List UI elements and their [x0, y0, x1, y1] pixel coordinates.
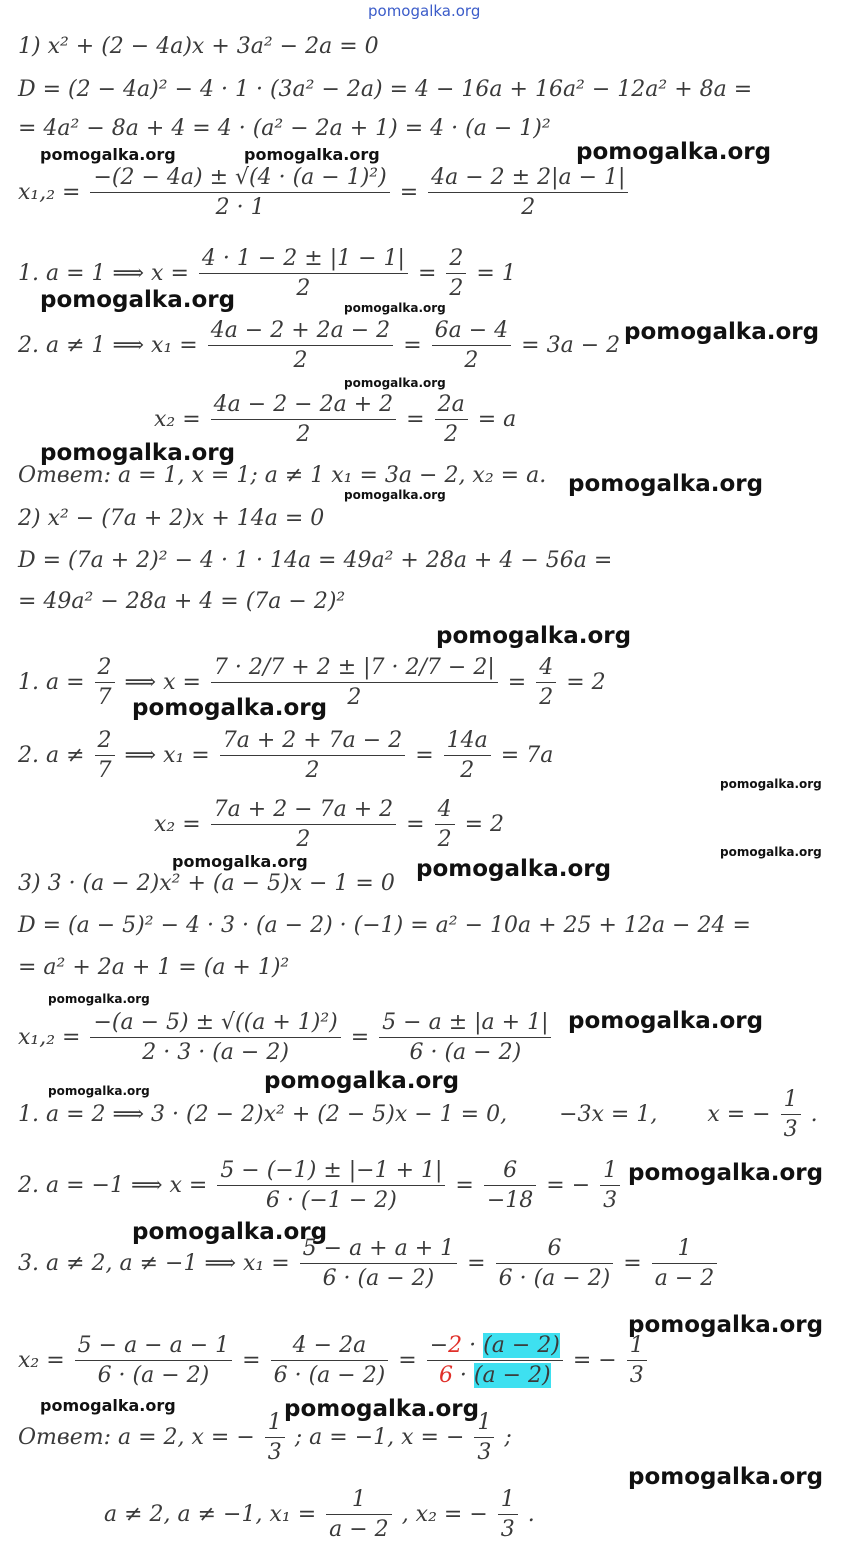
- p2-case-2: 2. a ≠ $\frac{2}{7}$ ⟹ x₁ = $\frac{7a + 2 + 7a - 2}{2}$ = $\frac{14a}{2}$ = 7a: [18, 728, 554, 784]
- watermark: pomogalka.org: [416, 856, 612, 882]
- watermark: pomogalka.org: [264, 1068, 460, 1094]
- watermark: pomogalka.org: [628, 1464, 824, 1490]
- highlighted-factor-top: (a − 2): [483, 1333, 560, 1358]
- watermark: pomogalka.org: [344, 376, 446, 390]
- watermark: pomogalka.org: [720, 777, 822, 791]
- p2-case-2-x2: x₂ = $\frac{7a + 2 - 7a + 2}{2}$ = $\frac{4}{2}$ = 2: [154, 797, 505, 853]
- p2-case-1: 1. a = $\frac{2}{7}$ ⟹ x = $\frac{7 \cdot 2/7 + 2 \pm |7 \cdot 2/7 - 2|}{2}$ = $\frac{4}{2}$ = 2: [18, 655, 606, 711]
- p1-discriminant: D = (2 − 4a)² − 4 · 1 · (3a² − 2a) = 4 − 16a + 16a² − 12a² + 8a =: [18, 77, 753, 102]
- watermark: pomogalka.org: [628, 1312, 824, 1338]
- red-factor-6: 6: [438, 1363, 453, 1389]
- watermark: pomogalka.org: [172, 852, 308, 871]
- watermark: pomogalka.org: [568, 1008, 764, 1034]
- p3-answer-line-2: a ≠ 2, a ≠ −1, x₁ = $\frac{1}{a - 2}$ , x₂ = − $\frac{1}{3}$ .: [104, 1487, 535, 1543]
- p3-roots-formula: x₁,₂ = $\frac{\text{−(a − 5) ± √((a + 1)²)}}{2 \cdot 3 \cdot (a - 2)}$ = $\frac{5 - a \pm |a + 1|}{6 \cdot (a - 2)}$: [18, 1010, 554, 1066]
- p3-discriminant: D = (a − 5)² − 4 · 3 · (a − 2) · (−1) = a² − 10a + 25 + 12a − 24 =: [18, 913, 751, 938]
- watermark: pomogalka.org: [48, 992, 150, 1006]
- watermark: pomogalka.org: [344, 488, 446, 502]
- p3-equation: 3) 3 · (a − 2)x² + (a − 5)x − 1 = 0: [18, 871, 395, 896]
- watermark: pomogalka.org: [436, 623, 632, 649]
- p3-cancelled-fraction: $\frac{-2 \cdot (a - 2)}{6 \cdot (a - 2)}$: [427, 1333, 563, 1389]
- p3-answer-line-1: Ответ: a = 2, x = − $\frac{1}{3}$ ; a = −1, x = − $\frac{1}{3}$ ;: [18, 1410, 512, 1466]
- watermark: pomogalka.org: [628, 1160, 824, 1186]
- p1-case-2: 2. a ≠ 1 ⟹ x₁ = $\frac{4a - 2 + 2a - 2}{2}$ = $\frac{6a - 4}{2}$ = 3a − 2: [18, 318, 621, 374]
- p3-discriminant-simplified: = a² + 2a + 1 = (a + 1)²: [18, 955, 290, 980]
- p2-discriminant: D = (7a + 2)² − 4 · 1 · 14a = 49a² + 28a + 4 − 56a =: [18, 548, 613, 573]
- p1-roots-formula: x₁,₂ = $\frac{\text{−(2 − 4a) ± √(4 · (a − 1)²)}}{2 \cdot 1}$ = $\frac{4a - 2 \pm 2|a - 1|}{2}$: [18, 165, 631, 221]
- p3-case-3-x2: x₂ = $\frac{5 - a - a - 1}{6 \cdot (a - 2)}$ = $\frac{4 - 2a}{6 \cdot (a - 2)}$ = $\frac{-2 \cdot (a - 2)}{6 \cdot (a - 2)}$ = − $\frac{1}{3}$: [18, 1333, 650, 1389]
- watermark: pomogalka.org: [720, 845, 822, 859]
- watermark: pomogalka.org: [568, 471, 764, 497]
- watermark: pomogalka.org: [40, 145, 176, 164]
- p1-case-2-x2: x₂ = $\frac{4a - 2 - 2a + 2}{2}$ = $\frac{2a}{2}$ = a: [154, 392, 517, 448]
- p3-case-2: 2. a = −1 ⟹ x = $\frac{5 - (-1) \pm |-1 + 1|}{6 \cdot (-1 - 2)}$ = $\frac{6}{-18}$ = − $\frac{1}{3}$: [18, 1158, 623, 1214]
- p1-equation: 1) x² + (2 − 4a)x + 3a² − 2a = 0: [18, 34, 379, 59]
- p2-discriminant-simplified: = 49a² − 28a + 4 = (7a − 2)²: [18, 589, 346, 614]
- watermark: pomogalka.org: [48, 1084, 150, 1098]
- p1-discriminant-simplified: = 4a² − 8a + 4 = 4 · (a² − 2a + 1) = 4 · (a − 1)²: [18, 116, 551, 141]
- watermark: pomogalka.org: [40, 440, 236, 466]
- p1-roots-fraction: $\frac{\text{−(2 − 4a) ± √(4 · (a − 1)²)}}{2 \cdot 1}$: [90, 165, 389, 221]
- watermark: pomogalka.org: [284, 1396, 480, 1422]
- p1-x12-label: x₁,₂ =: [18, 179, 81, 205]
- watermark-top: pomogalka.org: [368, 2, 481, 20]
- p2-equation: 2) x² − (7a + 2)x + 14a = 0: [18, 506, 325, 531]
- p1-roots-simplified: $\frac{4a - 2 \pm 2|a - 1|}{2}$: [428, 165, 628, 221]
- red-factor-2: 2: [448, 1333, 463, 1358]
- p1-answer: Ответ: a = 1, x = 1; a ≠ 1 x₁ = 3a − 2, x₂ = a.: [18, 463, 547, 488]
- watermark: pomogalka.org: [40, 1396, 176, 1415]
- watermark: pomogalka.org: [344, 301, 446, 315]
- watermark: pomogalka.org: [132, 695, 328, 721]
- watermark: pomogalka.org: [132, 1219, 328, 1245]
- watermark: pomogalka.org: [624, 319, 820, 345]
- watermark: pomogalka.org: [244, 145, 380, 164]
- watermark: pomogalka.org: [576, 139, 772, 165]
- watermark: pomogalka.org: [40, 287, 236, 313]
- highlighted-factor-bottom: (a − 2): [473, 1363, 551, 1389]
- p3-case-3: 3. a ≠ 2, a ≠ −1 ⟹ x₁ = $\frac{5 - a + a + 1}{6 \cdot (a - 2)}$ = $\frac{6}{6 \cdot (a - 2)}$ = $\frac{1}{a - 2}$: [18, 1236, 720, 1292]
- p1-case-1: 1. a = 1 ⟹ x = $\frac{4 \cdot 1 - 2 \pm |1 - 1|}{2}$ = $\frac{2}{2}$ = 1: [18, 246, 516, 302]
- p3-case-1: 1. a = 2 ⟹ 3 · (2 − 2)x² + (2 − 5)x − 1 = 0, −3x = 1, x = − $\frac{1}{3}$ .: [18, 1087, 818, 1143]
